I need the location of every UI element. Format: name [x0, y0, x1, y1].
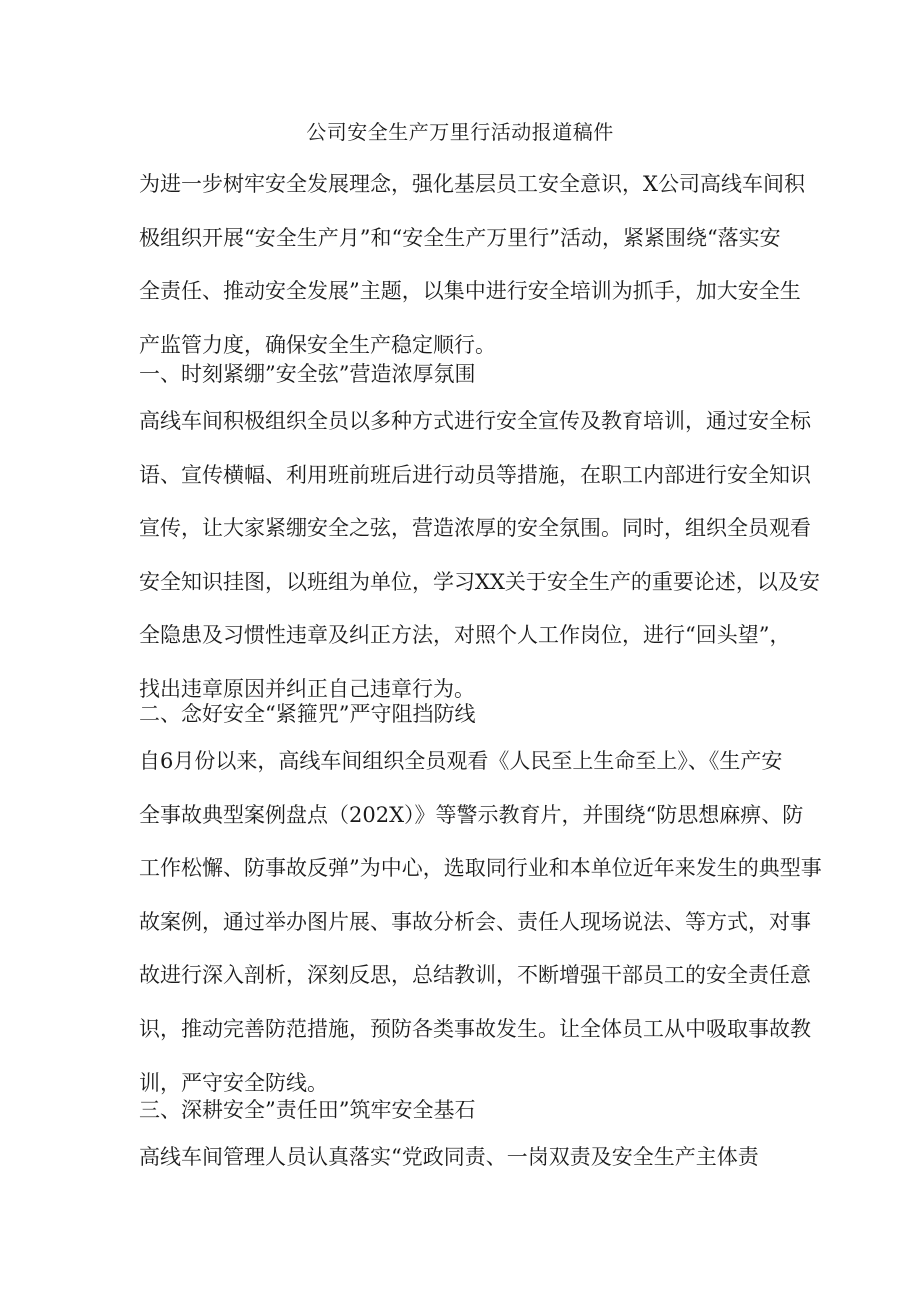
section-heading-1: [139, 348, 791, 402]
text-line: 语、宣传横幅、利用班前班后进行动员等措施，在职工内部进行安全知识: [139, 462, 811, 487]
text-line: 训，严守安全防线。: [139, 1070, 328, 1095]
paragraph-section-3: [139, 1131, 791, 1185]
text-line: 安全知识挂图，以班组为单位，学习XX关于安全生产的重要论述，以及安: [139, 569, 820, 594]
text-line: 工作松懈、防事故反弹”为中心，选取同行业和本单位近年来发生的典型事: [139, 856, 822, 881]
paragraph-intro: [139, 158, 805, 372]
text-line: 自6月份以来，高线车间组织全员观看《人民至上生命至上》、《生产安: [139, 749, 783, 773]
paragraph-section-2: [139, 735, 822, 1110]
heading-line: 三、深耕安全”责任田”筑牢安全基石: [139, 1098, 476, 1122]
text-line: 为进一步树牢安全发展理念，强化基层员工安全意识，X公司高线车间积: [139, 172, 805, 196]
document-title: 公司安全生产万里行活动报道稿件: [306, 120, 614, 144]
paragraph-section-1: [139, 395, 820, 717]
text-line: 极组织开展“安全生产月”和“安全生产万里行”活动，紧紧围绕“落实安: [139, 225, 781, 250]
section-heading-3: [139, 1084, 791, 1138]
text-line: 全责任、推动安全发展”主题，以集中进行安全培训为抓手，加大安全生: [139, 279, 801, 304]
text-line: 高线车间积极组织全员以多种方式进行安全宣传及教育培训，通过安全标: [139, 409, 811, 433]
text-line: 识，推动完善防范措施，预防各类事故发生。让全体员工从中吸取事故教: [139, 1016, 811, 1041]
text-line: 产监管力度，确保安全生产稳定顺行。: [139, 332, 496, 357]
text-line: 高线车间管理人员认真落实“党政同责、一岗双责及安全生产主体责: [139, 1145, 759, 1169]
text-line: 故进行深入剖析，深刻反思，总结教训，不断增强干部员工的安全责任意: [139, 963, 811, 988]
heading-line: 二、念好安全“紧箍咒”严守阻挡防线: [139, 702, 476, 726]
section-heading-2: [139, 688, 791, 742]
text-line: 找出违章原因并纠正自己违章行为。: [139, 676, 475, 701]
heading-line: 一、时刻紧绷”安全弦”营造浓厚氛围: [139, 362, 476, 386]
text-line: 故案例，通过举办图片展、事故分析会、责任人现场说法、等方式，对事: [139, 909, 811, 934]
text-line: 宣传，让大家紧绷安全之弦，营造浓厚的安全氛围。同时，组织全员观看: [139, 516, 811, 541]
text-line: 全隐患及习惯性违章及纠正方法，对照个人工作岗位，进行“回头望”，: [139, 623, 791, 648]
text-line: 全事故典型案例盘点（202X）》等警示教育片，并围绕“防思想麻痹、防: [139, 802, 804, 827]
